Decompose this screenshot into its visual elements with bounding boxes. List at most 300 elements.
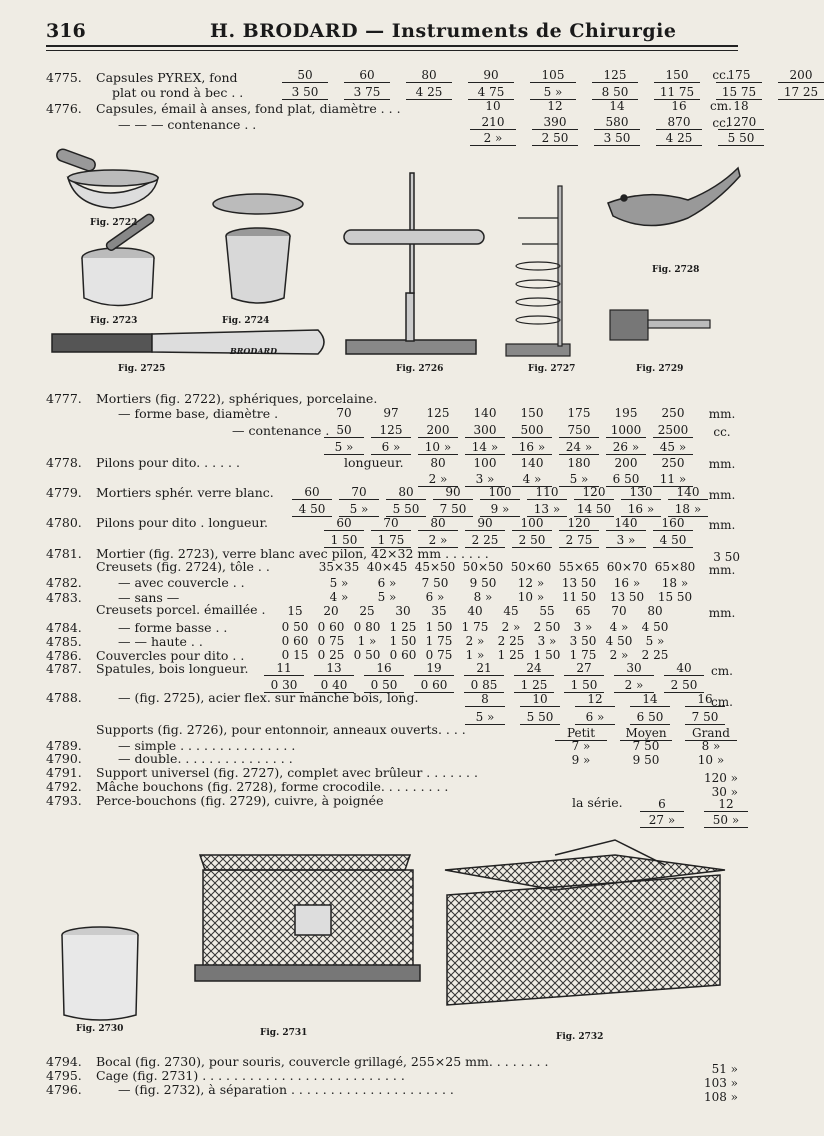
value-cell: 1 75 [569,648,597,662]
item-label: Mortiers sphér. verre blanc. [96,485,274,500]
value-cell: 6 50 [630,710,670,725]
value-cell: 5 » [465,710,505,725]
value-cell: 45 [503,604,519,618]
value-cell: 1 50 [533,648,561,662]
value-cell: 21 [464,661,504,676]
value-cell: 120 [559,516,599,531]
value-cell: 3 » [573,620,593,634]
price: 30 » [711,785,738,799]
value-cell: 18 » [668,502,708,517]
value-cell: 195 [614,406,638,420]
value-cell: 3 50 [569,634,597,648]
value-cell: 5 50 [386,502,426,517]
value-cell: 16 » [621,502,661,517]
value-cell: 16 [364,661,404,676]
value-cell: 6 [640,797,684,812]
value-cell: 210 [470,115,516,130]
value-cell: 125 [426,406,450,420]
cage-separation-icon [445,840,725,1005]
value-cell: 40 [664,661,704,676]
value-cell: 27 [564,661,604,676]
value-cell: 0 30 [264,678,304,693]
mouse-jar-icon [62,927,138,1020]
item-label: Support universel (fig. 2727), complet avec brûleur . . . . . . . [96,765,478,780]
item-number: 4776. [46,101,82,116]
item-label: Cage (fig. 2731) . . . . . . . . . . . . . . . . . . . . . . . . . . [96,1068,405,1083]
item-number: 4787. [46,661,82,676]
value-cell: 2 50 [664,678,704,693]
cork-borer-icon [610,310,710,340]
value-cell: 0 85 [464,678,504,693]
figure-caption: Fig. 2730 [76,1024,124,1034]
value-cell: 0 40 [314,678,354,693]
value-cell: 11 50 [561,590,597,604]
value-cell: 5 » [377,590,397,604]
mortar-porcelain-icon [55,148,158,208]
value-cell: 0 60 [414,678,454,693]
value-cell: 0 50 [364,678,404,693]
value-cell: 14 » [465,440,505,455]
item-label: — simple . . . . . . . . . . . . . . . [118,738,296,753]
value-cell: 1 75 [371,533,411,548]
value-cell: 1 75 [461,620,489,634]
item-label: Pilons pour dito. . . . . . [96,455,240,470]
value-cell: 15 50 [657,590,693,604]
item-label: Pilons pour dito . longueur. [96,515,269,530]
unit: mm. [708,606,736,620]
value-cell: 2 25 [641,648,669,662]
spatula-brand: BRODARD [230,346,278,356]
value-cell: 1 75 [425,634,453,648]
item-number: 4781. [46,546,82,561]
value-cell: 1 25 [497,648,525,662]
value-cell: 16 [671,99,687,113]
value-cell: 5 » [530,85,576,100]
value-cell: 70 [611,604,627,618]
value-cell: 7 50 [685,710,725,725]
value-cell: 50 [282,68,328,83]
value-cell: 3 75 [344,85,390,100]
item-number: 4785. [46,634,82,649]
item-number: 4793. [46,793,82,808]
value-cell: 65 [575,604,591,618]
value-cell: 0 50 [353,648,381,662]
item-number: 4796. [46,1082,82,1097]
item-number: 4792. [46,779,82,794]
value-cell: 0 80 [353,620,381,634]
value-cell: 0 50 [281,620,309,634]
figure-caption: Fig. 2731 [260,1028,308,1038]
value-cell: 80 [386,485,426,500]
cage-icon [195,855,420,981]
value-cell: 90 [465,516,505,531]
value-cell: 12 [704,797,748,812]
unit: cm. [711,695,733,709]
item-number: 4779. [46,485,82,500]
value-cell: 5 50 [520,710,560,725]
figure-caption: Fig. 2728 [652,265,700,275]
value-cell: 6 » [371,440,411,455]
value-cell: 120 [574,485,614,500]
item-label: Mortiers (fig. 2722), sphériques, porcelaine. [96,391,378,406]
value-cell: 10 [520,692,560,707]
value-cell: 16 » [613,576,641,590]
value-cell: 12 [547,99,563,113]
value-cell: 80 [418,516,458,531]
value-cell: 9 50 [632,753,660,767]
value-cell: 140 [668,485,708,500]
value-cell: 26 » [606,440,646,455]
value-cell: 4 50 [605,634,633,648]
value-cell: 16 » [512,440,552,455]
value-cell: 4 75 [468,85,514,100]
value-cell: 580 [594,115,640,130]
price: 120 » [703,771,738,785]
value-cell: 100 [480,485,520,500]
price: 3 50 [713,550,740,564]
value-cell: 12 » [517,576,545,590]
unit: cc. [712,116,730,130]
value-cell: 7 » [571,739,591,753]
value-cell: 390 [532,115,578,130]
value-cell: 13 50 [609,590,645,604]
item-number: 4789. [46,738,82,753]
value-cell: 90 [468,68,514,83]
item-label: — sans — [118,590,180,605]
value-cell: 3 » [537,634,557,648]
page-title: H. BRODARD — Instruments de Chirurgie [210,20,677,42]
value-cell: 4 25 [406,85,452,100]
value-cell: 4 » [609,620,629,634]
value-cell: 5 50 [718,131,764,146]
value-cell: 1 50 [389,634,417,648]
value-cell: 200 [418,423,458,438]
unit: mm. [708,518,736,532]
page-number: 316 [46,20,86,42]
value-cell: 5 » [324,440,364,455]
value-cell: 97 [383,406,399,420]
value-cell: 150 [520,406,544,420]
value-cell: 70 [339,485,379,500]
value-cell: 50×50 [462,560,504,574]
value-cell: 15 [287,604,303,618]
value-cell: 35×35 [318,560,360,574]
value-cell: 13 [314,661,354,676]
value-cell: 30 [395,604,411,618]
unit: cm. [710,99,732,113]
figures-bottom-illustrations [55,835,735,1035]
price: 51 » [711,1062,738,1076]
value-cell: 3 » [465,472,505,487]
item-label: longueur. [344,455,404,470]
item-label: Couvercles pour dito . . [96,648,245,663]
value-cell: 10 » [418,440,458,455]
value-cell: 45×50 [414,560,456,574]
value-cell: 0 60 [281,634,309,648]
value-cell: 2 » [465,634,485,648]
value-cell: 6 » [425,590,445,604]
value-cell: 250 [661,406,685,420]
item-label: plat ou rond à bec . . [112,85,244,100]
unit: mm. [708,488,736,502]
value-cell: 11 » [653,472,693,487]
item-number: 4783. [46,590,82,605]
price: 108 » [703,1090,738,1104]
item-label: — — — contenance . . [118,117,257,132]
value-cell: 140 [520,456,544,470]
figure-caption: Fig. 2727 [528,364,576,374]
value-cell: 140 [606,516,646,531]
value-cell: 125 [592,68,638,83]
value-cell: 2 25 [465,533,505,548]
item-number: 4794. [46,1054,82,1069]
value-cell: 15 75 [716,85,762,100]
value-cell: 4 50 [641,620,669,634]
value-cell: 2 » [501,620,521,634]
value-cell: 3 » [606,533,646,548]
item-label: — double. . . . . . . . . . . . . . . [118,751,293,766]
unit: cm. [711,664,733,678]
value-cell: 8 [465,692,505,707]
value-cell: 4 50 [292,502,332,517]
item-label: Creusets (fig. 2724), tôle . . [96,559,270,574]
item-label: Supports (fig. 2726), pour entonnoir, anneaux ouverts. . . . [96,722,466,737]
figure-caption: Fig. 2732 [556,1032,604,1042]
value-cell: 4 50 [653,533,693,548]
item-number: 4791. [46,765,82,780]
item-number: 4788. [46,690,82,705]
value-cell: 35 [431,604,447,618]
value-cell: 2 » [609,648,629,662]
value-cell: 8 » [701,739,721,753]
value-cell: 1 25 [389,620,417,634]
value-cell: 4 » [512,472,552,487]
value-cell: 6 » [575,710,615,725]
value-cell: 150 [654,68,700,83]
value-cell: 3 50 [282,85,328,100]
value-cell: 130 [621,485,661,500]
value-cell: 70 [371,516,411,531]
price: 103 » [703,1076,738,1090]
value-cell: 17 25 [778,85,824,100]
unit: mm. [708,457,736,471]
value-cell: 60×70 [606,560,648,574]
value-cell: 2500 [653,423,693,438]
value-cell: 0 15 [281,648,309,662]
value-cell: 8 50 [592,85,638,100]
value-cell: 12 [575,692,615,707]
item-label: — forme basse . . [118,620,228,635]
value-cell: 0 60 [317,620,345,634]
item-label: Spatules, bois longueur. [96,661,249,676]
value-cell: 200 [778,68,824,83]
value-cell: 24 [514,661,554,676]
value-cell: 18 » [661,576,689,590]
value-cell: 5 » [645,634,665,648]
value-cell: 5 » [339,502,379,517]
value-cell: 7 50 [421,576,449,590]
value-cell: 7 50 [433,502,473,517]
item-label: la série. [572,795,623,810]
value-cell: 200 [614,456,638,470]
value-cell: 45 » [653,440,693,455]
value-cell: 11 75 [654,85,700,100]
value-cell: 1 50 [425,620,453,634]
value-cell: 0 25 [317,648,345,662]
figure-caption: Fig. 2729 [636,364,684,374]
value-cell: 180 [567,456,591,470]
item-number: 4786. [46,648,82,663]
item-number: 4784. [46,620,82,635]
value-cell: 870 [656,115,702,130]
item-label: Creusets porcel. émaillée . [96,602,266,617]
value-cell: 1 50 [324,533,364,548]
value-cell: 5 » [329,576,349,590]
item-number: 4795. [46,1068,82,1083]
value-cell: 140 [473,406,497,420]
item-label: Bocal (fig. 2730), pour souris, couvercle grillagé, 255×25 mm. . . . . . . . [96,1054,549,1069]
value-cell: 2 » [418,533,458,548]
value-cell: 65×80 [654,560,696,574]
value-cell: 10 » [697,753,725,767]
value-cell: 2 50 [532,131,578,146]
value-cell: 80 [430,456,446,470]
item-label: — (fig. 2725), acier flex. sur manche bois, long. [118,690,419,705]
value-cell: 90 [433,485,473,500]
value-cell: 1 50 [564,678,604,693]
item-label: — contenance . [232,423,330,438]
value-cell: 100 [512,516,552,531]
value-cell: 4 25 [656,131,702,146]
value-cell: 2 75 [559,533,599,548]
value-cell: 3 50 [594,131,640,146]
value-cell: 50 » [704,813,748,828]
value-cell: 60 [292,485,332,500]
value-cell: 8 » [473,590,493,604]
unit: cc. [713,425,731,439]
value-cell: 19 [414,661,454,676]
value-cell: 1 25 [514,678,554,693]
value-cell: 7 50 [632,739,660,753]
value-cell: 14 [630,692,670,707]
figure-caption: Fig. 2723 [90,316,138,326]
value-cell: 10 [485,99,501,113]
value-cell: 1 » [465,648,485,662]
item-label: — forme base, diamètre . [118,406,279,421]
item-label: Capsules, émail à anses, fond plat, diamètre . . . [96,101,401,116]
value-cell: 0 75 [317,634,345,648]
figure-caption: Fig. 2726 [396,364,444,374]
value-cell: Grand [685,726,737,741]
value-cell: 24 » [559,440,599,455]
value-cell: 1000 [606,423,646,438]
value-cell: 50×60 [510,560,552,574]
value-cell: 300 [465,423,505,438]
value-cell: 10 » [517,590,545,604]
value-cell: 2 » [418,472,458,487]
value-cell: 13 » [527,502,567,517]
item-label: — — haute . . [118,634,203,649]
item-number: 4775. [46,70,82,85]
unit: cc. [712,68,730,82]
value-cell: 4 » [329,590,349,604]
item-number: 4780. [46,515,82,530]
value-cell: 1 » [357,634,377,648]
value-cell: 13 50 [561,576,597,590]
value-cell: 105 [530,68,576,83]
value-cell: 100 [473,456,497,470]
value-cell: 50 [324,423,364,438]
figure-caption: Fig. 2722 [90,218,138,228]
value-cell: 16 [685,692,725,707]
value-cell: 6 50 [606,472,646,487]
value-cell: 40×45 [366,560,408,574]
item-number: 4778. [46,455,82,470]
crucible-icon [213,194,303,303]
value-cell: 6 » [377,576,397,590]
item-label: — avec couvercle . . [118,575,245,590]
value-cell: 2 50 [512,533,552,548]
value-cell: 750 [559,423,599,438]
figure-caption: Fig. 2724 [222,316,270,326]
item-label: Mortier (fig. 2723), verre blanc avec pilon, 42×32 mm . . . . . . [96,546,489,561]
value-cell: 1270 [718,115,764,130]
value-cell: 18 [733,99,749,113]
value-cell: 27 » [640,813,684,828]
value-cell: 55×65 [558,560,600,574]
value-cell: 250 [661,456,685,470]
item-label: Capsules PYREX, fond [96,70,238,85]
value-cell: 9 50 [469,576,497,590]
value-cell: 20 [323,604,339,618]
value-cell: 40 [467,604,483,618]
crocodile-cork-press-icon [608,168,740,226]
unit: mm. [708,563,736,577]
value-cell: 80 [647,604,663,618]
value-cell: 2 » [614,678,654,693]
value-cell: 0 75 [425,648,453,662]
value-cell: 55 [539,604,555,618]
value-cell: 60 [324,516,364,531]
item-label: Mâche bouchons (fig. 2728), forme crocodile. . . . . . . . . [96,779,449,794]
header-rule [46,45,738,51]
item-number: 4777. [46,391,82,406]
value-cell: 2 » [470,131,516,146]
item-label: — (fig. 2732), à séparation . . . . . . . . . . . . . . . . . . . . . [118,1082,454,1097]
value-cell: 30 [614,661,654,676]
value-cell: 25 [359,604,375,618]
value-cell: 175 [567,406,591,420]
value-cell: 11 [264,661,304,676]
value-cell: 175 [716,68,762,83]
value-cell: 70 [336,406,352,420]
unit: mm. [708,407,736,421]
value-cell: 160 [653,516,693,531]
universal-support-icon [506,186,570,356]
value-cell: 0 60 [389,648,417,662]
value-cell: 125 [371,423,411,438]
item-number: 4782. [46,575,82,590]
value-cell: 2 50 [533,620,561,634]
figures-top-illustrations [48,148,748,373]
value-cell: 80 [406,68,452,83]
value-cell: 60 [344,68,390,83]
value-cell: 14 50 [574,502,614,517]
value-cell: 9 » [480,502,520,517]
figure-caption: Fig. 2725 [118,364,166,374]
value-cell: 110 [527,485,567,500]
value-cell: 14 [609,99,625,113]
